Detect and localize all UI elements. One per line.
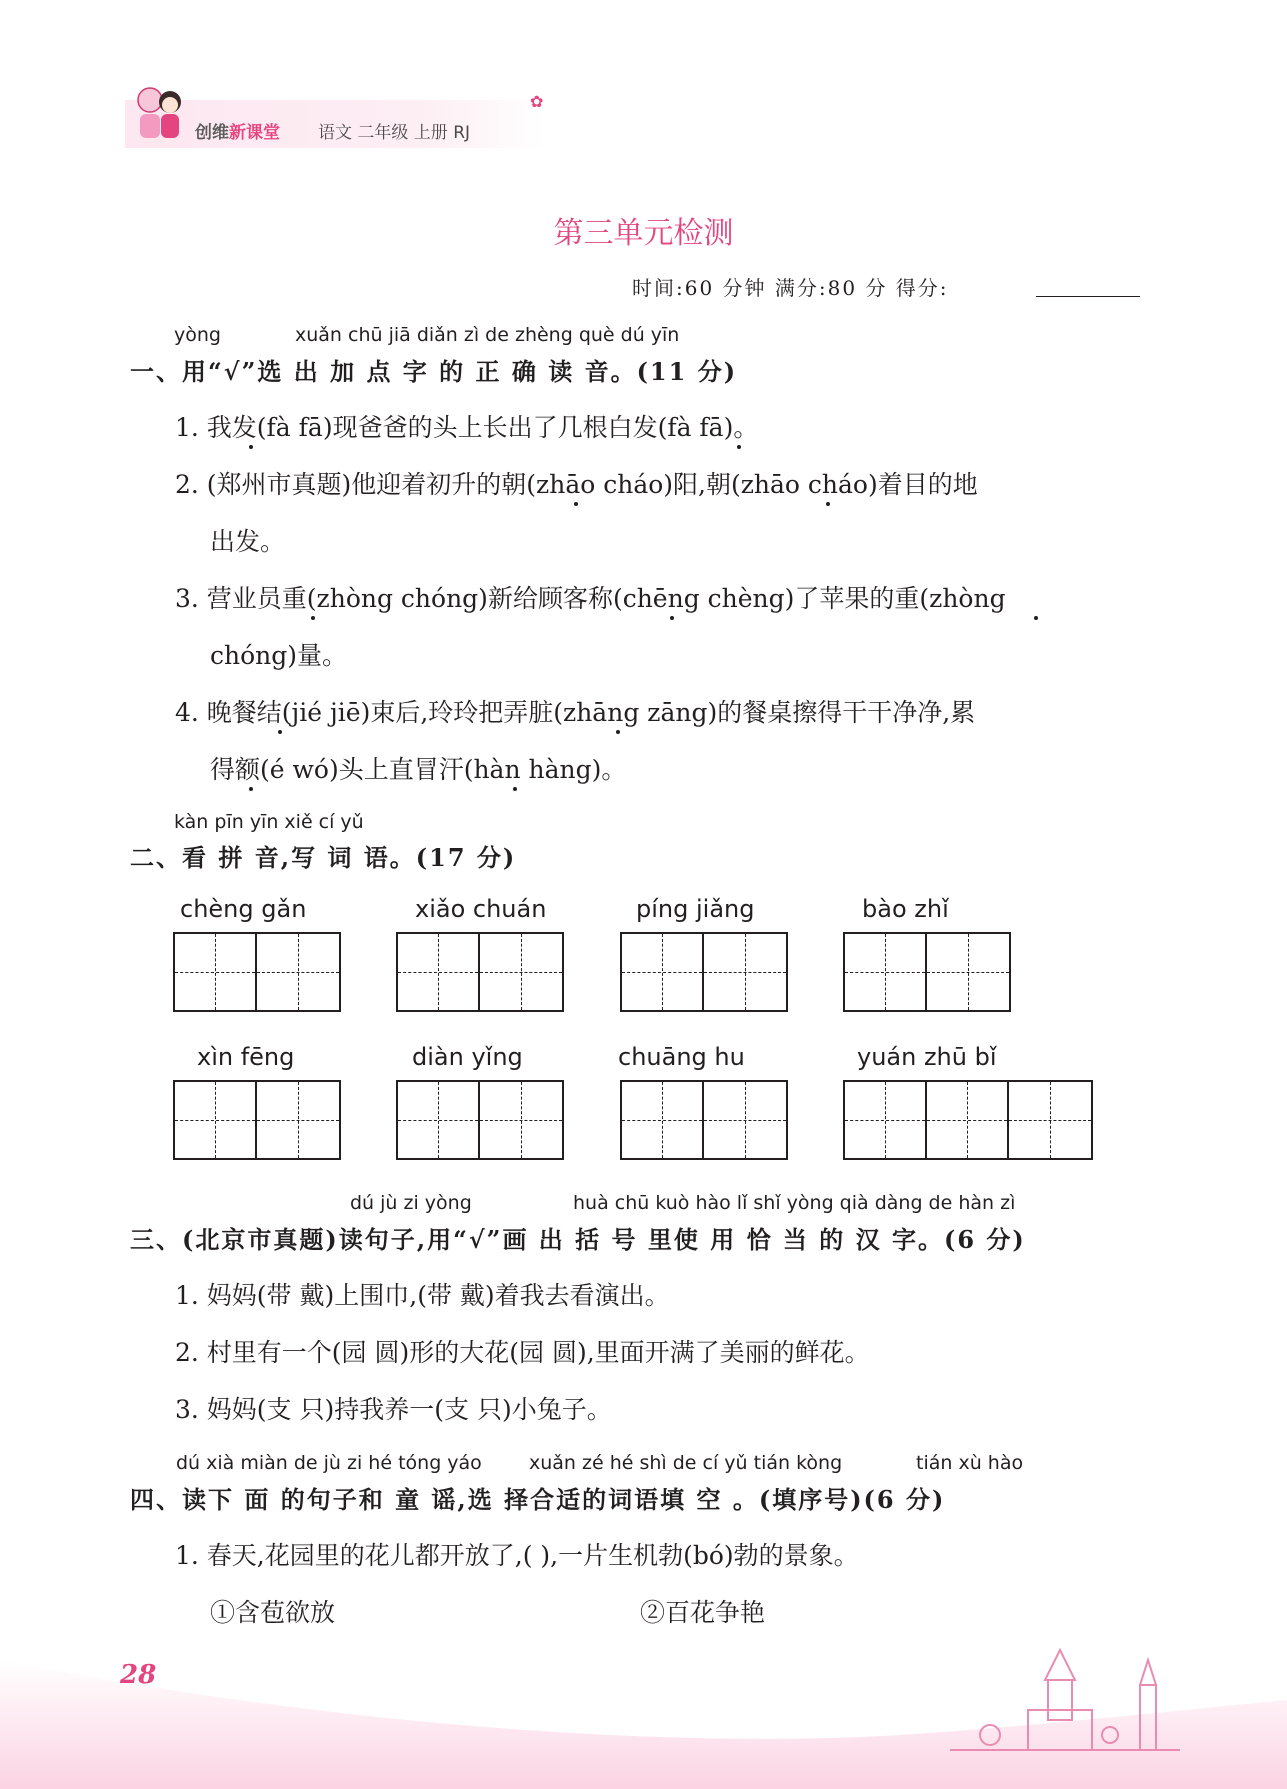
- sec1-item-2-cont: 出发。: [210, 527, 286, 556]
- word-pinyin: chèng gǎn: [180, 895, 307, 923]
- emphasis-dot: [670, 616, 674, 620]
- brand-name: 创维新课堂: [195, 123, 280, 143]
- cartoon-kids-icon: [128, 78, 190, 150]
- emphasis-dot: [311, 616, 315, 620]
- emphasis-dot: [826, 502, 830, 506]
- sec3-pinyin-b: huà chū kuò hào lǐ shǐ yòng qià dàng de hàn zì: [573, 1192, 1016, 1214]
- sec1-pinyin-a: yòng: [174, 324, 221, 346]
- word-pinyin: bào zhǐ: [862, 895, 949, 923]
- sec2-pinyin: kàn pīn yīn xiě cí yǔ: [174, 811, 364, 833]
- sec3-item-2: 2. 村里有一个(园 圆)形的大花(园 圆),里面开满了美丽的鲜花。: [175, 1338, 870, 1367]
- option-1: ①含苞欲放: [210, 1598, 336, 1627]
- score-blank[interactable]: [1036, 296, 1140, 297]
- sec1-item-1: 1. 我发(fà fā)现爸爸的头上长出了几根白发(fà fā)。: [175, 413, 759, 442]
- castle-icon: [950, 1640, 1180, 1760]
- flower-icon: ✿: [530, 92, 544, 111]
- subject-label: 语文 二年级 上册 RJ: [318, 123, 471, 143]
- writing-grid[interactable]: [620, 932, 788, 1012]
- sec3-item-3: 3. 妈妈(支 只)持我养一(支 只)小兔子。: [175, 1395, 612, 1424]
- sec4-pinyin-b: xuǎn zé hé shì de cí yǔ tián kòng: [529, 1452, 843, 1474]
- word-pinyin: píng jiǎng: [636, 895, 755, 923]
- option-2: ②百花争艳: [640, 1598, 766, 1627]
- writing-grid[interactable]: [843, 1080, 1093, 1160]
- sec1-item-4: 4. 晚餐结(jié jiē)束后,玲玲把弄脏(zhāng zāng)的餐桌擦得干干净净,累: [175, 698, 976, 727]
- writing-grid[interactable]: [396, 932, 564, 1012]
- page-number: 28: [120, 1660, 157, 1690]
- sec4-pinyin-c: tián xù hào: [916, 1452, 1024, 1474]
- sec3-pinyin-a: dú jù zi yòng: [350, 1192, 472, 1214]
- word-pinyin: xìn fēng: [197, 1043, 295, 1071]
- sec1-item-3-cont: chóng)量。: [210, 641, 348, 670]
- emphasis-dot: [616, 730, 620, 734]
- sec1-item-3: 3. 营业员重(zhòng chóng)新给顾客称(chēng chèng)了苹果的重(zhòng: [175, 584, 1006, 613]
- word-pinyin: yuán zhū bǐ: [857, 1043, 997, 1071]
- sec2-heading: 二、看 拼 音,写 词 语。(17 分): [130, 843, 517, 872]
- sec1-heading: 一、用“√”选 出 加 点 字 的 正 确 读 音。(11 分): [130, 357, 738, 386]
- word-pinyin: diàn yǐng: [412, 1043, 523, 1071]
- word-pinyin: xiǎo chuán: [415, 895, 547, 923]
- sec4-heading: 四、读下 面 的句子和 童 谣,选 择合适的词语填 空 。(填序号)(6 分): [130, 1485, 946, 1514]
- emphasis-dot: [513, 787, 517, 791]
- sec4-pinyin-a: dú xià miàn de jù zi hé tóng yáo: [176, 1452, 482, 1474]
- emphasis-dot: [574, 502, 578, 506]
- page-title: 第三单元检测: [553, 216, 734, 251]
- writing-grid[interactable]: [620, 1080, 788, 1160]
- sec3-item-1: 1. 妈妈(带 戴)上围巾,(带 戴)着我去看演出。: [175, 1281, 670, 1310]
- word-pinyin: chuāng hu: [618, 1043, 745, 1071]
- score-line: 时间:60 分钟 满分:80 分 得分:: [632, 276, 949, 300]
- writing-grid[interactable]: [843, 932, 1011, 1012]
- emphasis-dot: [249, 787, 253, 791]
- sec1-pinyin-b: xuǎn chū jiā diǎn zì de zhèng què dú yīn: [295, 324, 680, 346]
- writing-grid[interactable]: [173, 932, 341, 1012]
- sec1-item-2: 2. (郑州市真题)他迎着初升的朝(zhāo cháo)阳,朝(zhāo cháo)着目的地: [175, 470, 978, 499]
- sec3-heading: 三、(北京市真题)读句子,用“√”画 出 括 号 里使 用 恰 当 的 汉 字。(6 分): [130, 1225, 1026, 1254]
- sec4-item-1: 1. 春天,花园里的花儿都开放了,( ),一片生机勃(bó)勃的景象。: [175, 1541, 859, 1570]
- emphasis-dot: [278, 730, 282, 734]
- emphasis-dot: [1034, 616, 1038, 620]
- sec1-item-4-cont: 得额(é wó)头上直冒汗(hàn hàng)。: [210, 755, 627, 784]
- emphasis-dot: [249, 445, 253, 449]
- emphasis-dot: [737, 445, 741, 449]
- writing-grid[interactable]: [173, 1080, 341, 1160]
- writing-grid[interactable]: [396, 1080, 564, 1160]
